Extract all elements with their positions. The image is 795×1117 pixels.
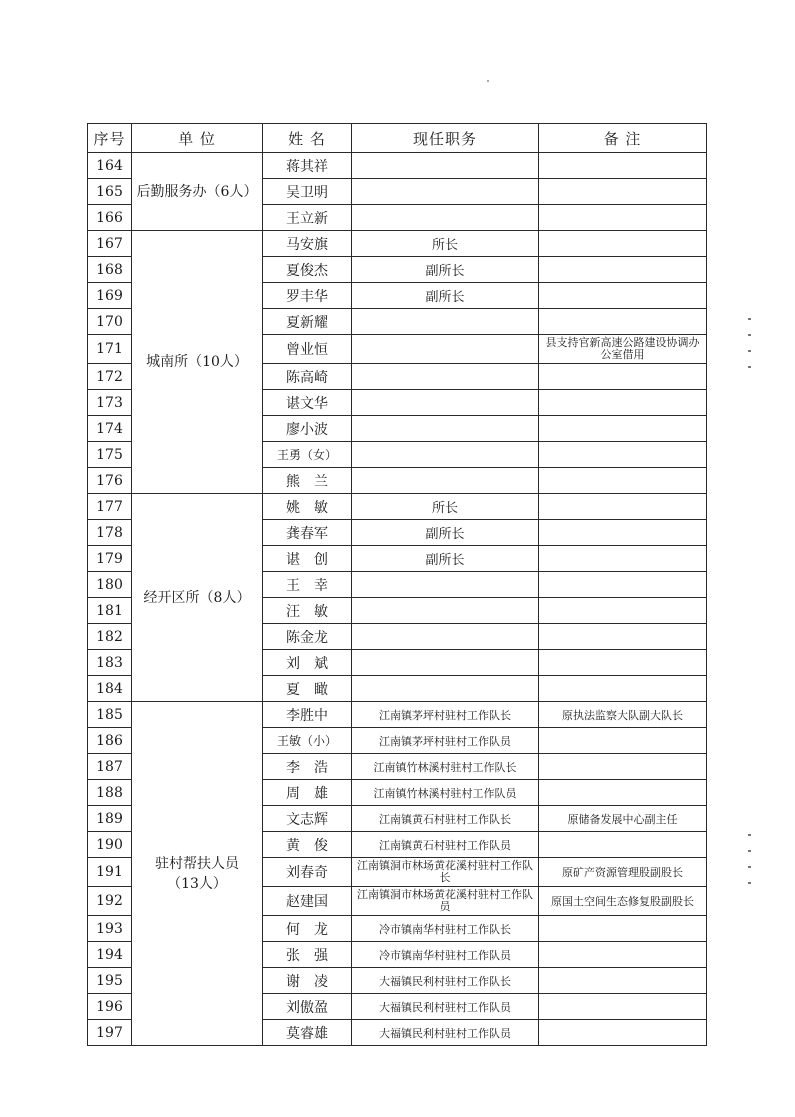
table-row (88, 494, 707, 520)
seq-cell: 166 (88, 205, 132, 231)
unit-cell (132, 231, 263, 494)
position-cell: 江南镇洞市林场黄花溪村驻村工作队员 (352, 887, 539, 916)
header-name: 姓 名 (263, 124, 352, 153)
name-cell: 马安旗 (263, 231, 352, 257)
note-cell (539, 942, 707, 968)
position-cell (352, 205, 539, 231)
note-cell (539, 650, 707, 676)
note-cell (539, 179, 707, 205)
name-cell: 罗丰华 (263, 283, 352, 309)
header-unit: 单 位 (132, 124, 263, 153)
unit-label: 经开区所（8人） (143, 589, 251, 606)
position-cell: 所长 (352, 231, 539, 257)
name-cell: 王立新 (263, 205, 352, 231)
unit-label: （13人） (167, 875, 227, 892)
seq-cell: 164 (88, 153, 132, 179)
table-row (88, 231, 707, 257)
position-cell: 江南镇竹林溪村驻村工作队长 (352, 754, 539, 780)
name-cell: 龚春军 (263, 520, 352, 546)
note-cell (539, 364, 707, 390)
position-cell: 江南镇竹林溪村驻村工作队员 (352, 780, 539, 806)
name-cell: 刘春奇 (263, 858, 352, 887)
seq-cell: 192 (88, 887, 132, 916)
table-row (88, 153, 707, 179)
position-cell: 江南镇黄石村驻村工作队长 (352, 806, 539, 832)
name-cell: 王 幸 (263, 572, 352, 598)
scan-dot (487, 80, 489, 82)
note-cell (539, 916, 707, 942)
name-cell: 汪 敏 (263, 598, 352, 624)
name-cell: 王敏（小） (263, 728, 352, 754)
position-cell (352, 468, 539, 494)
note-cell (539, 520, 707, 546)
note-cell (539, 832, 707, 858)
position-cell: 冷市镇南华村驻村工作队员 (352, 942, 539, 968)
note-cell: 原执法监察大队副大队长 (539, 702, 707, 728)
position-cell (352, 179, 539, 205)
seq-cell: 172 (88, 364, 132, 390)
seq-cell: 180 (88, 572, 132, 598)
position-cell: 副所长 (352, 257, 539, 283)
seq-cell: 173 (88, 390, 132, 416)
name-cell: 刘 斌 (263, 650, 352, 676)
seq-cell: 170 (88, 309, 132, 335)
name-cell: 李胜中 (263, 702, 352, 728)
seq-cell: 182 (88, 624, 132, 650)
note-cell (539, 780, 707, 806)
scan-margin-mark (748, 850, 751, 852)
seq-cell: 175 (88, 442, 132, 468)
name-cell: 姚 敏 (263, 494, 352, 520)
position-cell (352, 572, 539, 598)
position-cell (352, 335, 539, 364)
scan-margin-mark (748, 334, 751, 336)
note-cell (539, 205, 707, 231)
name-cell: 张 强 (263, 942, 352, 968)
position-cell: 副所长 (352, 546, 539, 572)
unit-cell (132, 494, 263, 702)
name-cell: 赵建国 (263, 887, 352, 916)
position-cell (352, 153, 539, 179)
note-cell (539, 624, 707, 650)
note-cell (539, 494, 707, 520)
table-body (88, 153, 707, 1046)
scan-margin-mark (748, 866, 751, 868)
position-cell: 大福镇民利村驻村工作队员 (352, 994, 539, 1020)
position-cell: 江南镇黄石村驻村工作队员 (352, 832, 539, 858)
header-note: 备 注 (539, 124, 707, 153)
note-cell (539, 728, 707, 754)
position-cell: 冷市镇南华村驻村工作队长 (352, 916, 539, 942)
note-cell (539, 994, 707, 1020)
seq-cell: 193 (88, 916, 132, 942)
name-cell: 莫睿雄 (263, 1020, 352, 1046)
note-cell (539, 283, 707, 309)
note-cell (539, 468, 707, 494)
seq-cell: 187 (88, 754, 132, 780)
position-cell: 大福镇民利村驻村工作队员 (352, 1020, 539, 1046)
seq-cell: 178 (88, 520, 132, 546)
note-cell: 原国土空间生态修复股副股长 (539, 887, 707, 916)
seq-cell: 184 (88, 676, 132, 702)
note-cell (539, 598, 707, 624)
seq-cell: 176 (88, 468, 132, 494)
seq-cell: 190 (88, 832, 132, 858)
name-cell: 蒋其祥 (263, 153, 352, 179)
seq-cell: 189 (88, 806, 132, 832)
seq-cell: 185 (88, 702, 132, 728)
name-cell: 夏 瞰 (263, 676, 352, 702)
note-cell (539, 968, 707, 994)
note-cell (539, 309, 707, 335)
name-cell: 刘傲盈 (263, 994, 352, 1020)
note-cell (539, 390, 707, 416)
name-cell: 吴卫明 (263, 179, 352, 205)
note-cell (539, 546, 707, 572)
seq-cell: 177 (88, 494, 132, 520)
name-cell: 王勇（女） (263, 442, 352, 468)
seq-cell: 183 (88, 650, 132, 676)
note-cell: 原储备发展中心副主任 (539, 806, 707, 832)
scan-margin-mark (748, 350, 751, 352)
scan-margin-mark (748, 882, 751, 884)
seq-cell: 169 (88, 283, 132, 309)
note-cell (539, 1020, 707, 1046)
table-row (88, 702, 707, 728)
seq-cell: 171 (88, 335, 132, 364)
seq-cell: 174 (88, 416, 132, 442)
name-cell: 黄 俊 (263, 832, 352, 858)
position-cell: 江南镇茅坪村驻村工作队长 (352, 702, 539, 728)
seq-cell: 168 (88, 257, 132, 283)
name-cell: 夏新耀 (263, 309, 352, 335)
name-cell: 谌 创 (263, 546, 352, 572)
header-position: 现任职务 (352, 124, 539, 153)
note-cell (539, 754, 707, 780)
note-cell (539, 231, 707, 257)
table-header-row (88, 124, 707, 153)
header-seq: 序号 (88, 124, 132, 153)
position-cell (352, 598, 539, 624)
position-cell (352, 624, 539, 650)
seq-cell: 194 (88, 942, 132, 968)
name-cell: 夏俊杰 (263, 257, 352, 283)
note-cell (539, 442, 707, 468)
name-cell: 熊 兰 (263, 468, 352, 494)
note-cell (539, 676, 707, 702)
seq-cell: 179 (88, 546, 132, 572)
seq-cell: 181 (88, 598, 132, 624)
scan-margin-mark (748, 834, 751, 836)
name-cell: 陈高崎 (263, 364, 352, 390)
seq-cell: 167 (88, 231, 132, 257)
name-cell: 文志辉 (263, 806, 352, 832)
seq-cell: 197 (88, 1020, 132, 1046)
name-cell: 谢 凌 (263, 968, 352, 994)
unit-label: 后勤服务办（6人） (136, 183, 258, 200)
note-cell (539, 153, 707, 179)
note-cell (539, 572, 707, 598)
unit-label: 城南所（10人） (146, 354, 248, 370)
note-cell: 县支持官新高速公路建设协调办公室借用 (539, 335, 707, 364)
unit-cell (132, 702, 263, 1046)
position-cell: 副所长 (352, 520, 539, 546)
position-cell (352, 650, 539, 676)
name-cell: 陈金龙 (263, 624, 352, 650)
seq-cell: 188 (88, 780, 132, 806)
scan-margin-mark (748, 318, 751, 320)
position-cell (352, 364, 539, 390)
position-cell: 副所长 (352, 283, 539, 309)
note-cell (539, 416, 707, 442)
scan-margin-mark (748, 366, 751, 368)
name-cell: 谌文华 (263, 390, 352, 416)
name-cell: 李 浩 (263, 754, 352, 780)
position-cell (352, 309, 539, 335)
position-cell (352, 442, 539, 468)
position-cell: 大福镇民利村驻村工作队长 (352, 968, 539, 994)
name-cell: 廖小波 (263, 416, 352, 442)
seq-cell: 191 (88, 858, 132, 887)
unit-cell (132, 153, 263, 231)
position-cell (352, 676, 539, 702)
personnel-roster-table (87, 123, 707, 1046)
seq-cell: 195 (88, 968, 132, 994)
name-cell: 何 龙 (263, 916, 352, 942)
name-cell: 周 雄 (263, 780, 352, 806)
position-cell: 江南镇洞市林场黄花溪村驻村工作队长 (352, 858, 539, 887)
seq-cell: 196 (88, 994, 132, 1020)
name-cell: 曾业恒 (263, 335, 352, 364)
position-cell: 江南镇茅坪村驻村工作队员 (352, 728, 539, 754)
position-cell: 所长 (352, 494, 539, 520)
seq-cell: 186 (88, 728, 132, 754)
note-cell: 原矿产资源管理股副股长 (539, 858, 707, 887)
unit-label: 驻村帮扶人员 (155, 855, 239, 872)
seq-cell: 165 (88, 179, 132, 205)
position-cell (352, 390, 539, 416)
position-cell (352, 416, 539, 442)
note-cell (539, 257, 707, 283)
